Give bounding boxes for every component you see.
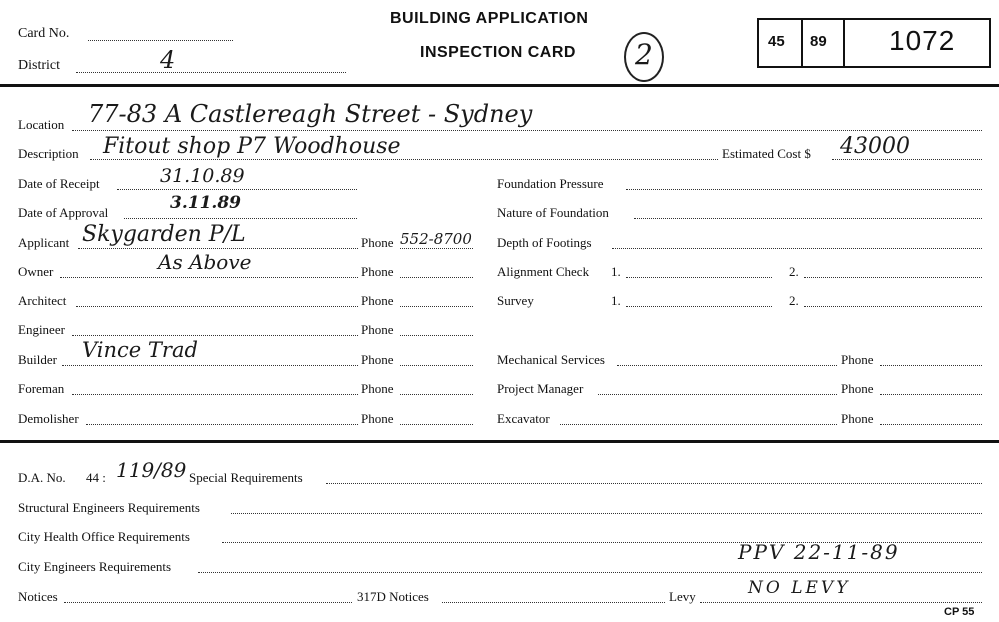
title-line1: BUILDING APPLICATION	[390, 10, 589, 27]
box-cell-2: 89	[810, 33, 827, 50]
location-value: 77-83 A Castlereagh Street - Sydney	[88, 100, 533, 128]
owner-label: Owner	[18, 264, 54, 279]
foreman-field[interactable]	[72, 394, 358, 395]
survey-label: Survey	[497, 293, 534, 308]
engineer-field[interactable]	[72, 335, 358, 336]
applicant-field[interactable]	[78, 248, 358, 249]
card-no-field[interactable]	[88, 40, 233, 41]
district-field[interactable]	[76, 72, 346, 73]
health-label: City Health Office Requirements	[18, 529, 190, 544]
depth-footings-field[interactable]	[612, 248, 982, 249]
foreman-label: Foreman	[18, 381, 65, 396]
divider-top	[0, 84, 999, 87]
architect-phone-field[interactable]	[400, 306, 473, 307]
card-no-label: Card No.	[18, 26, 70, 41]
demolisher-phone-field[interactable]	[400, 424, 473, 425]
alignment-field-1[interactable]	[626, 277, 772, 278]
alignment-field-2[interactable]	[804, 277, 982, 278]
receipt-field[interactable]	[117, 189, 357, 190]
card-number: 1072	[889, 25, 956, 56]
applicant-phone-label: Phone	[361, 235, 394, 250]
notices-317d-label: 317D Notices	[357, 589, 429, 604]
builder-phone-label: Phone	[361, 352, 394, 367]
engineer-label: Engineer	[18, 322, 65, 337]
builder-value: Vince Trad	[82, 338, 198, 362]
city-eng-value: PPV 22-11-89	[738, 540, 900, 564]
excavator-phone-field[interactable]	[880, 424, 982, 425]
builder-phone-field[interactable]	[400, 365, 473, 366]
architect-label: Architect	[18, 293, 67, 308]
description-label: Description	[18, 146, 79, 161]
divider-bottom	[0, 440, 999, 443]
approval-label: Date of Approval	[18, 205, 109, 220]
box-cell-1: 45	[768, 33, 785, 50]
mechanical-field[interactable]	[617, 365, 837, 366]
foundation-pressure-label: Foundation Pressure	[497, 176, 604, 191]
mechanical-phone-field[interactable]	[880, 365, 982, 366]
box-divider-1	[801, 20, 803, 66]
structural-field[interactable]	[231, 513, 982, 514]
da-value: 119/89	[116, 458, 187, 482]
survey-num2: 2.	[789, 293, 799, 308]
demolisher-label: Demolisher	[18, 411, 79, 426]
demolisher-phone-label: Phone	[361, 411, 394, 426]
survey-num1: 1.	[611, 293, 621, 308]
applicant-phone-value: 552-8700	[400, 230, 472, 248]
structural-label: Structural Engineers Requirements	[18, 500, 200, 515]
project-manager-label: Project Manager	[497, 381, 584, 396]
owner-phone-field[interactable]	[400, 277, 473, 278]
excavator-field[interactable]	[560, 424, 837, 425]
approval-value: 3.11.89	[170, 193, 241, 213]
owner-field[interactable]	[60, 277, 358, 278]
project-manager-phone-field[interactable]	[880, 394, 982, 395]
demolisher-field[interactable]	[86, 424, 358, 425]
applicant-phone-field[interactable]	[400, 248, 473, 249]
notices-label: Notices	[18, 589, 58, 604]
builder-field[interactable]	[62, 365, 358, 366]
estimated-cost-field[interactable]	[832, 159, 982, 160]
da-prefix: 44 :	[86, 470, 106, 485]
form-code: CP 55	[944, 606, 975, 618]
nature-foundation-label: Nature of Foundation	[497, 205, 609, 220]
builder-label: Builder	[18, 352, 57, 367]
owner-phone-label: Phone	[361, 264, 394, 279]
receipt-label: Date of Receipt	[18, 176, 100, 191]
levy-label: Levy	[669, 589, 696, 604]
foreman-phone-field[interactable]	[400, 394, 473, 395]
district-label: District	[18, 58, 60, 73]
excavator-label: Excavator	[497, 411, 550, 426]
foundation-pressure-field[interactable]	[626, 189, 982, 190]
description-value: Fitout shop P7 Woodhouse	[103, 134, 401, 159]
receipt-value: 31.10.89	[160, 165, 245, 187]
notices-field[interactable]	[64, 602, 352, 603]
applicant-value: Skygarden P/L	[82, 222, 246, 247]
card-number-box	[757, 18, 991, 68]
district-value: 4	[160, 46, 176, 74]
circled-mark	[624, 32, 664, 82]
city-eng-field[interactable]	[198, 572, 982, 573]
location-label: Location	[18, 117, 65, 132]
alignment-num2: 2.	[789, 264, 799, 279]
location-field[interactable]	[72, 130, 982, 131]
foreman-phone-label: Phone	[361, 381, 394, 396]
survey-field-1[interactable]	[626, 306, 772, 307]
project-manager-phone-label: Phone	[841, 381, 874, 396]
depth-footings-label: Depth of Footings	[497, 235, 592, 250]
special-req-label: Special Requirements	[189, 470, 303, 485]
circled-mark-value: 2	[635, 38, 653, 71]
architect-phone-label: Phone	[361, 293, 394, 308]
title-line2: INSPECTION CARD	[420, 44, 576, 61]
survey-field-2[interactable]	[804, 306, 982, 307]
levy-field[interactable]	[700, 602, 982, 603]
box-divider-2	[843, 20, 845, 66]
engineer-phone-field[interactable]	[400, 335, 473, 336]
levy-value: NO LEVY	[748, 578, 851, 598]
estimated-cost-value: 43000	[840, 134, 910, 159]
notices-317d-field[interactable]	[442, 602, 665, 603]
description-field[interactable]	[90, 159, 718, 160]
city-eng-label: City Engineers Requirements	[18, 559, 172, 574]
applicant-label: Applicant	[18, 235, 70, 250]
nature-foundation-field[interactable]	[634, 218, 982, 219]
project-manager-field[interactable]	[598, 394, 837, 395]
engineer-phone-label: Phone	[361, 322, 394, 337]
architect-field[interactable]	[76, 306, 358, 307]
alignment-num1: 1.	[611, 264, 621, 279]
owner-value: As Above	[158, 250, 252, 274]
da-label: D.A. No.	[18, 470, 66, 485]
alignment-check-label: Alignment Check	[497, 264, 590, 279]
estimated-cost-label: Estimated Cost $	[722, 146, 811, 161]
special-req-field[interactable]	[326, 483, 982, 484]
mechanical-phone-label: Phone	[841, 352, 874, 367]
excavator-phone-label: Phone	[841, 411, 874, 426]
approval-field[interactable]	[124, 218, 357, 219]
mechanical-label: Mechanical Services	[497, 352, 605, 367]
